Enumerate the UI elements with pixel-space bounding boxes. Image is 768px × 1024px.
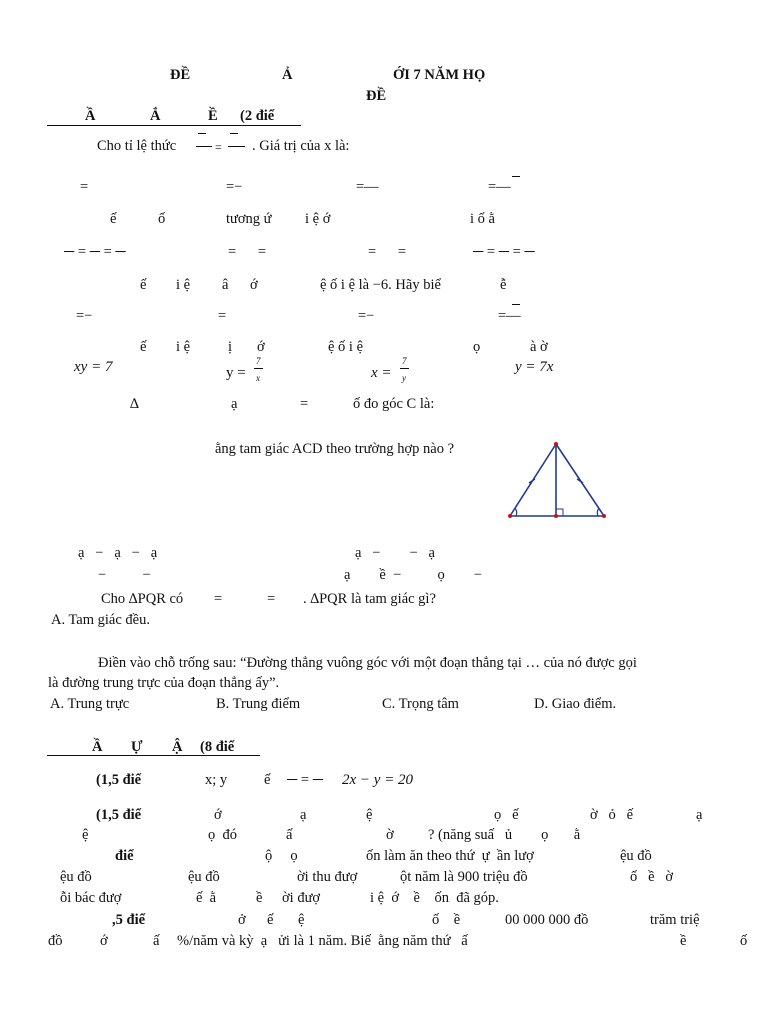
q8-option-1: B. Trung điểm — [216, 696, 301, 712]
q1-option-1: =− — [226, 179, 243, 195]
p2-l5-0: ỗi bác đượ — [60, 890, 122, 906]
q8-option-2: C. Trọng tâm — [382, 696, 459, 712]
q4-stem-fragment-6: à ờ — [530, 339, 548, 355]
p2-l1-1: ớ — [214, 807, 222, 823]
p3-l1-6: trăm triệ — [650, 912, 700, 928]
p2-l2-1: ọ đó — [208, 827, 237, 843]
question-1-stem-end: . Giá trị của x là: — [252, 138, 350, 154]
q6-answer-row2-1: ạ ề − ọ − — [344, 567, 482, 583]
q1-option-3: =— — [488, 179, 511, 195]
p3-l1-4: ố ề — [432, 912, 461, 928]
p2-l1-0: (1,5 điể — [96, 807, 142, 823]
p2-l5-1: ế ằ — [196, 890, 217, 906]
q3-stem-fragment-1: i ệ — [176, 277, 191, 293]
part-1-heading-underline — [47, 125, 301, 126]
q2-option-0: ─ = ─ = ─ — [64, 244, 126, 260]
p3-l2-3: %/năm và kỳ ạ ửi là 1 năm. Biế ằng năm thứ ấ — [177, 933, 468, 949]
problem-1-ratio: ─ = ─ — [287, 772, 323, 788]
title-line-2: ĐỀ — [366, 88, 387, 104]
option-c-denominator: y — [402, 373, 406, 383]
p3-l2-0: đồ — [48, 933, 63, 949]
option-c-fraction-bar — [400, 368, 409, 369]
option-b-numerator: 7 — [256, 356, 261, 366]
p3-l1-5: 00 000 000 đồ — [505, 912, 589, 928]
title-fragment-0: ĐỀ — [170, 67, 191, 83]
option-b-fraction-bar — [254, 368, 263, 369]
p2-l1-6: ạ — [696, 807, 703, 823]
part-1-heading-fragment-1: Ắ — [150, 108, 161, 124]
ratio-top-tick-left — [198, 133, 206, 134]
q2-stem-fragment-2: tương ứ — [226, 211, 272, 227]
question-7-eq-1: = — [214, 591, 223, 607]
q6-answer-1: ạ − − ạ — [355, 545, 435, 561]
q4-stem-fragment-2: ị — [228, 339, 233, 355]
p2-l3-2: ốn làm ăn theo thứ ự ần lượ — [366, 848, 534, 864]
part-2-heading-fragment-0: Ầ — [92, 739, 103, 755]
q5-stem-fragment-0: ∆ — [130, 396, 139, 412]
ratio-top-tick-right — [230, 133, 238, 134]
q4-stem-fragment-3: ớ — [257, 339, 265, 355]
title-fragment-2: ỚI 7 NĂM HỌ — [393, 67, 486, 83]
p2-l1-2: ạ — [300, 807, 307, 823]
q5-stem-fragment-3: ố đo góc C là: — [353, 396, 435, 412]
q2-stem-fragment-0: ế — [110, 211, 117, 227]
question-7-stem: Cho ∆PQR có — [101, 591, 184, 607]
p2-l1-3: ệ — [366, 807, 373, 823]
part-2-heading-underline — [47, 755, 260, 756]
p2-l2-0: ệ — [82, 827, 89, 843]
q2-stem-fragment-4: i ố ằ — [470, 211, 495, 227]
part-1-heading-fragment-2: Ề — [208, 108, 218, 124]
p2-l4-2: ời thu đượ — [297, 869, 358, 885]
q2-stem-fragment-3: i ệ ớ — [305, 211, 331, 227]
question-8-line-2: là đường trung trực của đoạn thẳng ấy”. — [48, 675, 280, 691]
p2-l4-1: ệu đồ — [188, 869, 220, 885]
p2-l5-4: i ệ ớ ề ốn đã góp. — [370, 890, 499, 906]
p2-l3-3: ệu đồ — [620, 848, 652, 864]
q2-option-2: = = — [368, 244, 407, 260]
q5-stem-fragment-1: ạ — [231, 396, 238, 412]
question-8-line-1: Điền vào chỗ trống sau: “Đường thẳng vuông góc với một đoạn thẳng tại … của nó được gọi — [98, 655, 637, 671]
q4-stem-fragment-1: i ệ — [176, 339, 191, 355]
question-7-answer: A. Tam giác đều. — [51, 612, 150, 628]
problem-1-word: ế — [264, 772, 271, 788]
problem-1-label: (1,5 điể — [96, 772, 142, 788]
ratio-equals: = — [215, 140, 222, 154]
q4-stem-fragment-4: ệ ố i ệ — [328, 339, 364, 355]
question-7-eq-2: = — [267, 591, 276, 607]
q8-option-3: D. Giao điểm. — [534, 696, 617, 712]
p3-l1-0: ,5 điể — [112, 912, 146, 928]
option-b-denominator: x — [256, 373, 260, 383]
p2-l4-3: ột năm là 900 triệu đồ — [400, 869, 528, 885]
q3-stem-fragment-2: â — [222, 277, 229, 293]
p3-l2-4: ề — [680, 933, 687, 949]
q2-option-1: = = — [228, 244, 267, 260]
q1-option-0: = — [80, 179, 89, 195]
p3-l2-1: ớ — [100, 933, 108, 949]
option-a-formula: xy = 7 — [74, 359, 113, 375]
part-1-heading-fragment-0: Ầ — [85, 108, 96, 124]
p2-l3-1: ộ ọ — [265, 848, 298, 864]
q4-stem-fragment-5: ọ — [473, 339, 481, 355]
part-1-heading-fragment-3: (2 điể — [240, 108, 275, 124]
p2-l3-0: điể — [115, 848, 134, 864]
q2-stem-fragment-1: ố — [158, 211, 166, 227]
triangle-figure — [502, 436, 612, 526]
part-2-heading-fragment-3: (8 điể — [200, 739, 235, 755]
option-d-formula: y = 7x — [515, 359, 554, 375]
q5-stem-fragment-2: = — [300, 396, 309, 412]
q3-option-2: =− — [358, 308, 375, 324]
q8-option-0: A. Trung trực — [50, 696, 130, 712]
p2-l1-4: ọ ế — [494, 807, 519, 823]
q2-option-3: ─ = ─ = ─ — [473, 244, 535, 260]
p2-l5-2: ề — [256, 890, 263, 906]
option-c-numerator: 7 — [402, 356, 407, 366]
question-7-stem-end: . ∆PQR là tam giác gì? — [303, 591, 436, 607]
option-d-top-tick — [512, 176, 520, 177]
ratio-bar-right — [228, 146, 245, 147]
p3-l1-1: ở — [238, 912, 246, 928]
p2-l2-3: ờ — [386, 827, 394, 843]
q3-option-1: = — [218, 308, 227, 324]
part-2-heading-fragment-1: Ự — [131, 739, 143, 755]
q4-stem-fragment-0: ế — [140, 339, 147, 355]
title-fragment-1: Ả — [282, 67, 293, 83]
p2-l2-4: ? (năng suấ ủ ọ ằ — [428, 827, 581, 843]
p2-l2-2: ấ — [286, 827, 293, 843]
option-b-formula: y = — [226, 365, 246, 381]
p3-l2-2: ấ — [153, 933, 160, 949]
q1-option-2: =— — [356, 179, 379, 195]
problem-1-equation: 2x − y = 20 — [342, 772, 414, 788]
q6-answer-0: ạ − ạ − ạ — [78, 545, 158, 561]
q3-stem-fragment-5: ễ — [500, 277, 507, 293]
p3-l2-5: ố — [740, 933, 748, 949]
question-1-stem: Cho tỉ lệ thức — [97, 138, 177, 154]
ratio-bar-left — [196, 146, 212, 147]
q3-stem-fragment-3: ớ — [250, 277, 258, 293]
p3-l1-2: ế — [267, 912, 274, 928]
q3-option-0: =− — [76, 308, 93, 324]
q6-answer-row2-0: − − — [98, 567, 151, 583]
p2-l5-3: ời đượ — [282, 890, 321, 906]
p3-l1-3: ệ — [298, 912, 305, 928]
q3-option-3: =— — [498, 308, 521, 324]
question-6-stem: ằng tam giác ACD theo trường hợp nào ? — [215, 441, 455, 457]
q3-stem-fragment-0: ế — [140, 277, 147, 293]
option-d-top-tick-q3 — [512, 304, 520, 305]
option-c-formula: x = — [371, 365, 392, 381]
q3-stem-fragment-4: ệ ố i ệ là −6. Hãy biể — [320, 277, 441, 293]
p2-l4-0: ệu đồ — [60, 869, 92, 885]
part-2-heading-fragment-2: Ậ — [172, 739, 183, 755]
p2-l4-4: ố ề ờ — [630, 869, 674, 885]
p2-l1-5: ờ ỏ ế — [590, 807, 634, 823]
problem-1-vars: x; y — [205, 772, 228, 788]
